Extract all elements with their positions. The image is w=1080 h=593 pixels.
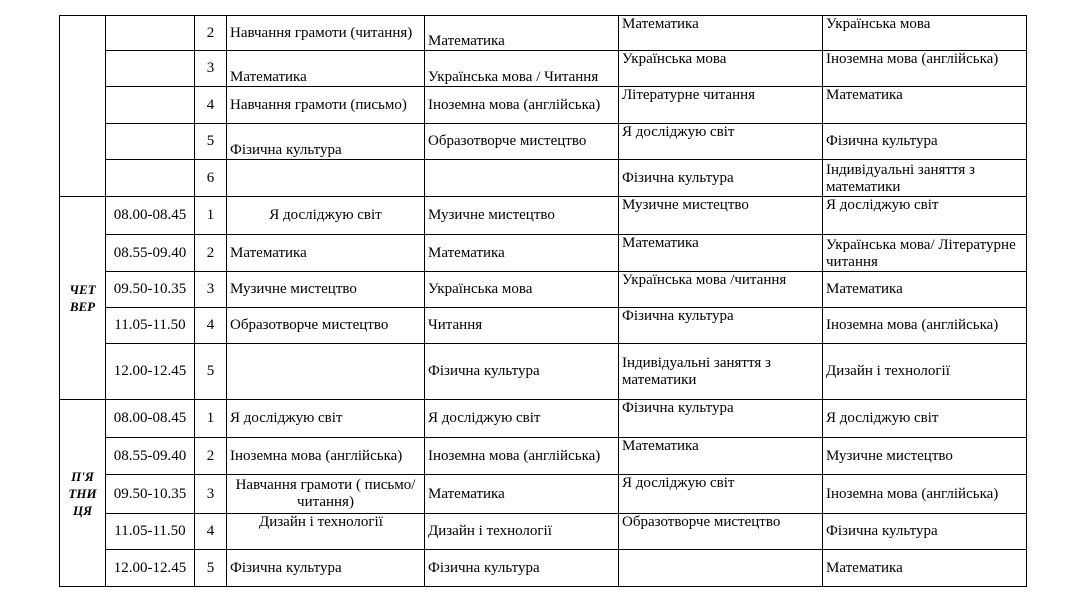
time-cell: 08.00-08.45 — [106, 400, 195, 438]
class-4-cell: Дизайн і технології — [823, 344, 1027, 400]
lesson-number: 5 — [195, 550, 227, 587]
class-1-cell: Навчання грамоти (письмо) — [227, 87, 425, 124]
table-row — [60, 51, 1027, 87]
class-1-cell — [227, 160, 425, 197]
class-3-cell: Я досліджую світ — [619, 124, 823, 160]
class-3-cell: Фізична культура — [619, 308, 823, 344]
class-4-cell: Іноземна мова (англійська) — [823, 308, 1027, 344]
time-cell: 08.55-09.40 — [106, 438, 195, 475]
class-1-cell: Математика — [227, 51, 425, 87]
table-row — [60, 438, 1027, 475]
time-cell: 11.05-11.50 — [106, 308, 195, 344]
class-4-cell: Математика — [823, 550, 1027, 587]
time-cell: 08.00-08.45 — [106, 197, 195, 235]
class-1-cell: Музичне мистецтво — [227, 272, 425, 308]
lesson-number: 2 — [195, 235, 227, 272]
class-4-cell: Математика — [823, 272, 1027, 308]
class-3-cell: Фізична культура — [619, 160, 823, 197]
lesson-number: 5 — [195, 344, 227, 400]
class-1-cell — [227, 344, 425, 400]
class-2-cell: Фізична культура — [425, 550, 619, 587]
time-cell: 08.55-09.40 — [106, 235, 195, 272]
class-4-cell: Я досліджую світ — [823, 400, 1027, 438]
day-cell-thursday: ЧЕТ ВЕР — [60, 197, 106, 400]
lesson-number: 2 — [195, 438, 227, 475]
table-row — [60, 124, 1027, 160]
class-2-cell: Читання — [425, 308, 619, 344]
table-row — [60, 308, 1027, 344]
table-row — [60, 16, 1027, 51]
class-4-cell: Індивідуальні заняття з математики — [823, 160, 1027, 197]
table-row — [60, 344, 1027, 400]
class-1-cell: Навчання грамоти (читання) — [227, 16, 425, 51]
class-3-cell: Індивідуальні заняття з математики — [619, 344, 823, 400]
class-4-cell: Українська мова/ Літературне читання — [823, 235, 1027, 272]
table-row — [60, 235, 1027, 272]
class-2-cell: Я досліджую світ — [425, 400, 619, 438]
class-2-cell: Образотворче мистецтво — [425, 124, 619, 160]
lesson-number: 3 — [195, 51, 227, 87]
time-cell — [106, 51, 195, 87]
lesson-number: 4 — [195, 308, 227, 344]
table-row — [60, 160, 1027, 197]
class-1-cell: Фізична культура — [227, 124, 425, 160]
class-4-cell: Музичне мистецтво — [823, 438, 1027, 475]
class-3-cell: Математика — [619, 438, 823, 475]
class-3-cell — [619, 550, 823, 587]
class-2-cell: Музичне мистецтво — [425, 197, 619, 235]
table-row — [60, 272, 1027, 308]
time-cell: 09.50-10.35 — [106, 475, 195, 514]
lesson-number: 1 — [195, 197, 227, 235]
class-1-cell: Математика — [227, 235, 425, 272]
class-3-cell: Літературне читання — [619, 87, 823, 124]
class-3-cell: Математика — [619, 235, 823, 272]
day-cell-wednesday — [60, 16, 106, 197]
class-2-cell: Дизайн і технології — [425, 514, 619, 550]
table-row — [60, 514, 1027, 550]
day-cell-friday: П'Я ТНИ ЦЯ — [60, 400, 106, 587]
lesson-number: 3 — [195, 475, 227, 514]
table-row — [60, 87, 1027, 124]
class-4-cell: Українська мова — [823, 16, 1027, 51]
time-cell — [106, 160, 195, 197]
schedule-table — [59, 15, 1027, 587]
lesson-number: 4 — [195, 87, 227, 124]
class-3-cell: Я досліджую світ — [619, 475, 823, 514]
class-1-cell: Іноземна мова (англійська) — [227, 438, 425, 475]
class-3-cell: Фізична культура — [619, 400, 823, 438]
class-4-cell: Я досліджую світ — [823, 197, 1027, 235]
class-3-cell: Музичне мистецтво — [619, 197, 823, 235]
lesson-number: 2 — [195, 16, 227, 51]
class-2-cell: Математика — [425, 475, 619, 514]
lesson-number: 1 — [195, 400, 227, 438]
time-cell: 12.00-12.45 — [106, 550, 195, 587]
class-1-cell: Фізична культура — [227, 550, 425, 587]
table-row — [60, 400, 1027, 438]
class-4-cell: Фізична культура — [823, 124, 1027, 160]
class-2-cell: Іноземна мова (англійська) — [425, 87, 619, 124]
lesson-number: 5 — [195, 124, 227, 160]
class-4-cell: Іноземна мова (англійська) — [823, 51, 1027, 87]
class-2-cell: Математика — [425, 235, 619, 272]
time-cell — [106, 87, 195, 124]
lesson-number: 3 — [195, 272, 227, 308]
class-1-cell: Навчання грамоти ( письмо/читання) — [227, 475, 425, 514]
class-4-cell: Фізична культура — [823, 514, 1027, 550]
time-cell — [106, 16, 195, 51]
time-cell: 09.50-10.35 — [106, 272, 195, 308]
table-row — [60, 475, 1027, 514]
class-1-cell: Я досліджую світ — [227, 400, 425, 438]
table-row — [60, 550, 1027, 587]
class-4-cell: Іноземна мова (англійська) — [823, 475, 1027, 514]
lesson-number: 4 — [195, 514, 227, 550]
class-3-cell: Математика — [619, 16, 823, 51]
lesson-number: 6 — [195, 160, 227, 197]
class-4-cell: Математика — [823, 87, 1027, 124]
class-3-cell: Українська мова /читання — [619, 272, 823, 308]
table-row — [60, 197, 1027, 235]
class-3-cell: Українська мова — [619, 51, 823, 87]
time-cell — [106, 124, 195, 160]
class-3-cell: Образотворче мистецтво — [619, 514, 823, 550]
class-2-cell: Українська мова — [425, 272, 619, 308]
class-2-cell — [425, 160, 619, 197]
class-2-cell: Іноземна мова (англійська) — [425, 438, 619, 475]
time-cell: 11.05-11.50 — [106, 514, 195, 550]
class-2-cell: Фізична культура — [425, 344, 619, 400]
class-2-cell: Математика — [425, 16, 619, 51]
time-cell: 12.00-12.45 — [106, 344, 195, 400]
class-1-cell: Дизайн і технології — [227, 514, 425, 550]
class-2-cell: Українська мова / Читання — [425, 51, 619, 87]
class-1-cell: Образотворче мистецтво — [227, 308, 425, 344]
class-1-cell: Я досліджую світ — [227, 197, 425, 235]
